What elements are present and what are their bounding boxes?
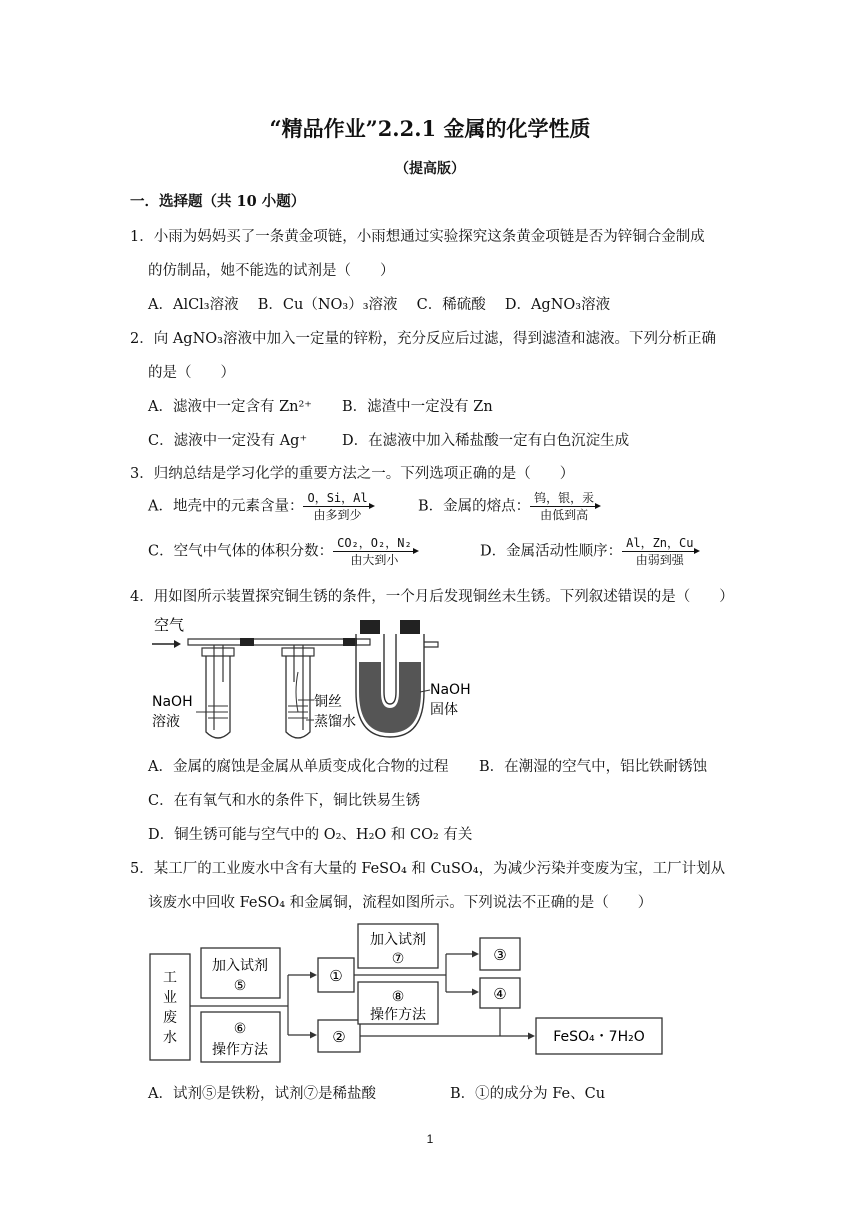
- q3-option-a-arrow-top: O，Si，Al: [307, 491, 368, 505]
- flow-op8-text: 操作方法: [370, 1007, 426, 1023]
- fig-test-tube-2: [286, 652, 310, 738]
- q3-option-c: [148, 536, 416, 567]
- q3-option-d: [480, 536, 697, 567]
- q5-stem-line2: 该废水中回收 FeSO₄ 和金属铜，流程如图所示。下列说法不正确的是（ ）: [148, 895, 653, 911]
- fig-naoh-solution-label-1: NaOH: [152, 694, 193, 710]
- fig-connecting-tube: [188, 639, 348, 645]
- flow-op6-text: 操作方法: [212, 1042, 268, 1058]
- q3-option-c-arrow: [333, 536, 416, 567]
- flow-node-4: ④: [493, 985, 507, 1003]
- q4-option-c: C．在有氧气和水的条件下，铜比铁易生锈: [148, 793, 421, 809]
- q3-option-b-arrow-bottom: 由低到高: [540, 508, 589, 522]
- flow-op8-number: ⑧: [391, 989, 405, 1005]
- q3-stem: 3．归纳总结是学习化学的重要方法之一。下列选项正确的是（ ）: [130, 466, 575, 482]
- fig-stopper-1: [202, 648, 234, 656]
- flow-wastewater-char-1: 工: [163, 970, 177, 986]
- q5-option-b: B．①的成分为 Fe、Cu: [450, 1086, 606, 1102]
- fig-rubber-joint-2: [343, 638, 357, 646]
- q4-option-d: D．铜生锈可能与空气中的 O₂、H₂O 和 CO₂ 有关: [148, 827, 473, 843]
- page-number: 1: [426, 1132, 434, 1146]
- q3-option-c-arrow-bottom: 由大到小: [350, 553, 399, 567]
- document-subtitle: （提高版）: [395, 161, 465, 177]
- document-title: “精品作业”2.2.1 金属的化学性质: [269, 116, 591, 141]
- fig-air-label: 空气: [154, 616, 185, 634]
- q3-option-c-arrow-top: CO₂，O₂，N₂: [337, 536, 412, 550]
- fig-test-tube-1: [206, 652, 230, 738]
- q3-option-b: [418, 491, 598, 522]
- q4-apparatus-figure: [148, 612, 488, 747]
- fig-naoh-solution-label-2: 溶液: [152, 714, 180, 730]
- q1-options: A．AlCl₃溶液 B．Cu（NO₃）₃溶液 C．稀硫酸 D．AgNO₃溶液: [148, 297, 611, 313]
- flow-reagent7-number: ⑦: [391, 951, 405, 967]
- flow-reagent5-text: 加入试剂: [212, 958, 268, 974]
- q2-option-c: C．滤液中一定没有 Ag⁺: [148, 433, 308, 449]
- flow-node-1: ①: [329, 967, 343, 985]
- q3-option-d-arrow-top: Al，Zn，Cu: [626, 536, 694, 550]
- q5-option-a: A．试剂⑤是铁粉，试剂⑦是稀盐酸: [148, 1086, 376, 1102]
- q4-option-a: A．金属的腐蚀是金属从单质变成化合物的过程: [148, 759, 449, 775]
- flow-reagent5-number: ⑤: [233, 978, 247, 994]
- flow-wastewater-char-4: 水: [163, 1030, 177, 1046]
- fig-u-tube-stopper-left: [360, 620, 380, 634]
- section-heading: 一．选择题（共 10 小题）: [130, 193, 306, 210]
- fig-naoh-solid-label-2: 固体: [430, 702, 458, 718]
- q3-option-b-label: B．金属的熔点：: [418, 498, 531, 515]
- q1-stem-line2: 的仿制品，她不能选的试剂是（ ）: [148, 263, 395, 279]
- flow-product: FeSO₄・7H₂O: [553, 1029, 645, 1045]
- q3-option-c-label: C．空气中气体的体积分数：: [148, 543, 334, 560]
- fig-stopper-2: [282, 648, 314, 656]
- q4-option-b: B．在潮湿的空气中，铝比铁耐锈蚀: [479, 759, 708, 775]
- q2-option-a: A．滤液中一定含有 Zn²⁺: [148, 399, 312, 415]
- flow-reagent7-text: 加入试剂: [370, 932, 426, 948]
- flow-node-2: ②: [332, 1028, 346, 1046]
- q5-stem-line1: 5．某工厂的工业废水中含有大量的 FeSO₄ 和 CuSO₄，为减少污染并变废为宝，工厂计划从: [130, 861, 726, 877]
- q2-option-b: B．滤渣中一定没有 Zn: [342, 399, 493, 415]
- fig-air-arrowhead: [174, 640, 181, 648]
- q3-option-b-arrow-top: 钨，银，汞: [534, 491, 595, 505]
- fig-rubber-joint-1: [240, 638, 254, 646]
- fig-naoh-solid-label-1: NaOH: [430, 682, 471, 698]
- q5-flowchart: [148, 920, 668, 1065]
- q3-option-a-label: A．地壳中的元素含量：: [148, 498, 304, 515]
- flow-node-3: ③: [493, 946, 507, 964]
- q3-option-d-arrow: [622, 536, 697, 567]
- flow-op6-number: ⑥: [233, 1021, 247, 1037]
- fig-copper-wire-label: 铜丝: [314, 694, 342, 710]
- q3-option-d-arrow-bottom: 由弱到强: [635, 553, 684, 567]
- q2-option-d: D．在滤液中加入稀盐酸一定有白色沉淀生成: [342, 433, 630, 449]
- q2-stem-line2: 的是（ ）: [148, 365, 235, 381]
- q3-option-a-arrow: [303, 491, 371, 522]
- q3-option-b-arrow: [530, 491, 598, 522]
- q3-option-a: [148, 491, 372, 522]
- flow-wastewater-char-2: 业: [163, 990, 177, 1006]
- fig-naoh-solid-granules: [359, 662, 421, 733]
- q4-stem: 4．用如图所示装置探究铜生锈的条件，一个月后发现铜丝未生锈。下列叙述错误的是（ ）: [130, 589, 734, 605]
- q3-option-d-label: D．金属活动性顺序：: [480, 543, 623, 560]
- fig-u-tube-stopper-right: [400, 620, 420, 634]
- q1-stem-line1: 1．小雨为妈妈买了一条黄金项链，小雨想通过实验探究这条黄金项链是否为锌铜合金制成: [130, 229, 705, 245]
- q2-stem-line1: 2．向 AgNO₃溶液中加入一定量的锌粉，充分反应后过滤，得到滤渣和滤液。下列分析正确: [130, 331, 716, 347]
- flow-wastewater-char-3: 废: [163, 1010, 177, 1026]
- q3-option-a-arrow-bottom: 由多到少: [313, 508, 362, 522]
- fig-distilled-water-label: 蒸馏水: [314, 714, 356, 730]
